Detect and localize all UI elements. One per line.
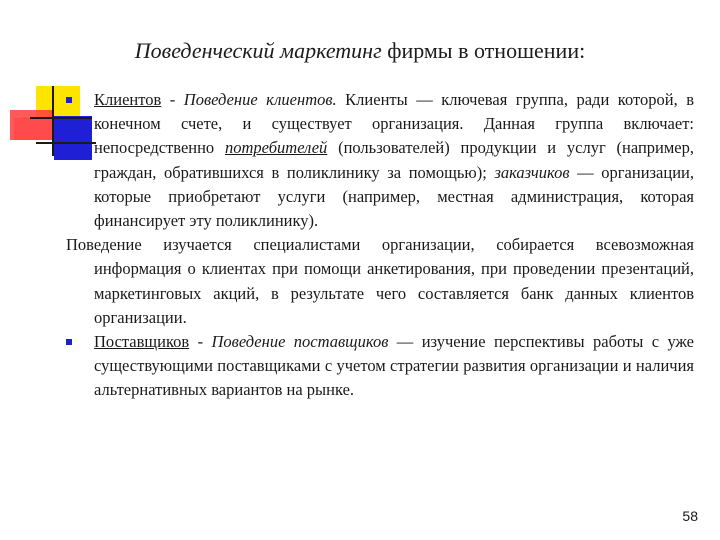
title-italic: Поведенческий маркетинг bbox=[134, 38, 382, 63]
clients-text-3: — организации, которые приобретают услуги (например, местная администрация, которая финансирует эту поликлинику). bbox=[94, 162, 694, 231]
term-suppliers: Поставщиков bbox=[94, 332, 190, 352]
title-rest: фирмы в отношении: bbox=[381, 38, 586, 63]
logo-vertical-line bbox=[52, 86, 54, 156]
slide-content bbox=[66, 88, 694, 403]
em-customers: заказчиков bbox=[494, 162, 570, 182]
logo-red-block bbox=[10, 110, 54, 140]
term-clients: Клиентов bbox=[94, 90, 162, 109]
slide-title bbox=[0, 38, 720, 64]
clients-text-1: Клиенты — ключевая группа, ради которой, в конечном счете, и существует организация. Данная группа включает: непосредственно bbox=[94, 90, 695, 158]
square-bullet-icon bbox=[66, 339, 72, 345]
em-consumers: потребителей bbox=[224, 138, 328, 158]
separator: - bbox=[189, 332, 212, 352]
clients-text-2: (пользователей) продукции и услуг (например, граждан, обратившихся в поликлинику за помощью); bbox=[94, 138, 694, 182]
subterm-clients: Поведение клиентов. bbox=[183, 90, 337, 109]
behavior-text: Поведение изучается специалистами организации, собирается всевозможная информация о клиентах при помощи анкетирования, при проведении презентаций, маркетинговых акций, в результате чего составляется банк данных клиентов организации. bbox=[66, 235, 694, 327]
behavior-paragraph bbox=[66, 233, 694, 330]
bullet-suppliers bbox=[66, 330, 694, 403]
suppliers-text-1: — изучение перспективы работы с уже существующими поставщиками с учетом стратегии развития организации и наличия альтернативных вариантов на рынке. bbox=[94, 332, 694, 400]
separator: - bbox=[161, 90, 184, 109]
square-bullet-icon bbox=[66, 97, 72, 103]
bullet-clients bbox=[66, 88, 694, 233]
subterm-suppliers: Поведение поставщиков bbox=[211, 332, 389, 352]
page-number: 58 bbox=[682, 508, 698, 524]
